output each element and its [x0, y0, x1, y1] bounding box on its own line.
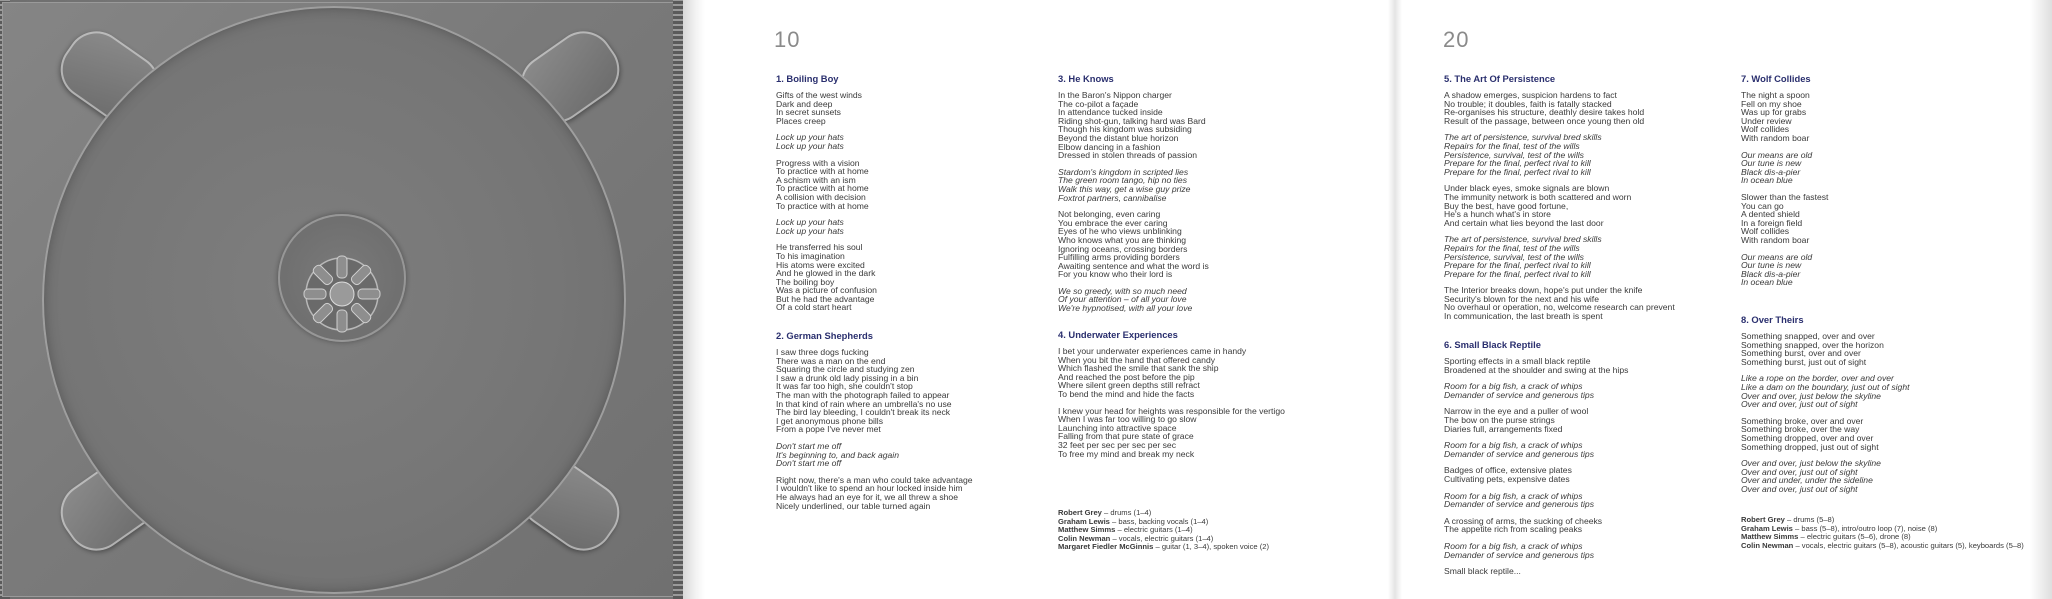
lyric-line: Something broke, over and over [1741, 415, 1864, 426]
lyric-line: Re-organises his structure, deathly desire takes hold [1444, 107, 1645, 118]
lyrics-block [1444, 74, 1675, 321]
lyric-line: With random boar [1741, 132, 1810, 143]
song-title: 3. He Knows [1058, 73, 1114, 84]
tray-right-edge [673, 0, 683, 599]
lyric-line: Of a cold start heart [776, 302, 852, 313]
lyric-line: I saw three dogs fucking [776, 347, 869, 357]
lyric-line: Elbow dancing in a fashion [1058, 141, 1161, 152]
lyrics-block [776, 331, 973, 510]
lyric-line: There was a man on the end [776, 355, 886, 366]
lyric-line: He's a hunch what's in store [1444, 209, 1551, 220]
chorus-line: Lock up your hats [776, 132, 844, 143]
lyric-line: The co-pilot a façade [1058, 98, 1139, 109]
lyric-line: The man with the photograph failed to appear [776, 389, 950, 400]
lyric-line: In that kind of rain where an umbrella's no use [776, 398, 952, 409]
chorus-line: Don't start me off [776, 440, 842, 451]
booklet-right-edge [2030, 0, 2052, 599]
musician-name: Matthew Simms [1058, 525, 1116, 535]
musician-role: – bass, backing vocals (1–4) [1109, 516, 1209, 526]
lyric-line: In secret sunsets [776, 107, 841, 118]
lyric-line: A collision with decision [776, 191, 866, 202]
lyric-line: Sporting effects in a small black reptile [1444, 356, 1591, 366]
chorus-line: Over and over, just out of sight [1741, 483, 1858, 494]
musician-role: – bass (5–8), intro/outro loop (7), noise (8) [1792, 523, 1938, 533]
musician-role: – electric guitars (5–6), drone (8) [1798, 532, 1911, 542]
cd-tray-panel [0, 0, 683, 599]
lyric-line: Security's blown for the next and his wife [1444, 293, 1599, 304]
chorus-line: Of your attention – of all your love [1058, 294, 1187, 305]
musician-name: Colin Newman [1741, 540, 1794, 550]
lyric-line: And he glowed in the dark [776, 268, 876, 279]
lyric-line: The appetite rich from scaling peaks [1444, 524, 1583, 535]
chorus-line: In ocean blue [1741, 277, 1793, 288]
chorus-line: Our means are old [1741, 149, 1813, 160]
musician-role: – drums (1–4) [1101, 508, 1152, 517]
lyric-line: Awaiting sentence and what the word is [1058, 260, 1209, 271]
lyric-line: Ignoring oceans, crossing borders [1058, 243, 1188, 254]
lyric-line: He always had an eye for it, we all threw a shoe [776, 491, 958, 502]
chorus-line: Stardom's kingdom in scripted lies [1058, 166, 1189, 177]
lyric-line: Dressed in stolen threads of passion [1058, 150, 1198, 161]
lyric-line: Progress with a vision [776, 157, 860, 168]
lyric-line: Something snapped, over the horizon [1741, 339, 1884, 350]
lyric-line: I saw a drunk old lady pissing in a bin [776, 372, 919, 383]
musician-name: Robert Grey [1058, 508, 1102, 517]
lyric-line: A shadow emerges, suspicion hardens to fact [1444, 90, 1617, 100]
lyric-line: The boiling boy [776, 276, 835, 287]
song-title: 6. Small Black Reptile [1444, 339, 1541, 350]
chorus-line: Over and over, just out of sight [1741, 466, 1858, 477]
lyric-line: For you know who their lord is [1058, 269, 1173, 280]
lyric-line: To practice with at home [776, 183, 869, 194]
lyric-line: No overhaul or operation, no, welcome research can prevent [1444, 302, 1675, 313]
lyric-line: And reached the post before the pip [1058, 371, 1195, 382]
lyric-line: Launching into attractive space [1058, 422, 1177, 433]
chorus-line: Demander of service and generous tips [1444, 448, 1594, 459]
lyric-line: His atoms were excited [776, 259, 865, 270]
lyric-line: Gifts of the west winds [776, 90, 862, 100]
song-title: 5. The Art Of Persistence [1444, 73, 1556, 84]
lyric-line: Diaries full, arrangements fixed [1444, 423, 1563, 434]
song-title: 7. Wolf Collides [1741, 73, 1811, 84]
lyric-line: But he had the advantage [776, 293, 875, 304]
musician-role: – drums (5–8) [1784, 515, 1835, 524]
chorus-line: Walk this way, get a wise guy prize [1058, 183, 1191, 194]
chorus-line: Over and over, just below the skyline [1741, 458, 1881, 469]
lyric-line: The bow on the purse strings [1444, 414, 1555, 425]
lyric-line: Though his kingdom was subsiding [1058, 124, 1192, 135]
lyric-line: The immunity network is both scattered and worn [1444, 191, 1632, 202]
lyric-line: Was a picture of confusion [776, 285, 877, 296]
chorus-line: Persistence, survival, test of the wills [1444, 251, 1584, 262]
chorus-line: Room for a big fish, a crack of whips [1444, 440, 1583, 451]
chorus-line: Our tune is new [1741, 158, 1802, 169]
musician-role: – vocals, electric guitars (5–8), acoustic guitars (5), keyboards (5–8) [1793, 540, 2024, 550]
chorus-line: Prepare for the final, perfect rival to kill [1444, 268, 1591, 279]
lyric-line: A dented shield [1741, 209, 1800, 220]
lyric-line: Who knows what you are thinking [1058, 234, 1187, 245]
lyric-line: Wolf collides [1741, 124, 1790, 135]
chorus-line: Like a dam on the boundary, just out of sight [1741, 381, 1910, 392]
lyric-line: Something snapped, over and over [1741, 331, 1875, 341]
lyric-line: Under black eyes, smoke signals are blown [1444, 183, 1610, 194]
chorus-line: Room for a big fish, a crack of whips [1444, 490, 1583, 501]
lyric-line: Badges of office, extensive plates [1444, 465, 1572, 476]
lyric-line: Something broke, over the way [1741, 424, 1860, 435]
lyric-line: Small black reptile... [1444, 566, 1521, 577]
chorus-line: Demander of service and generous tips [1444, 389, 1594, 400]
disc-hub-icon[interactable] [292, 244, 392, 344]
lyric-line: No trouble; it doubles, faith is fatally stacked [1444, 98, 1612, 109]
chorus-line: Room for a big fish, a crack of whips [1444, 540, 1583, 551]
lyric-line: Fell on my shoe [1741, 98, 1802, 109]
lyric-line: In communication, the last breath is spent [1444, 311, 1603, 322]
chorus-line: Repairs for the final, test of the wills [1444, 140, 1580, 151]
credits-block [1058, 509, 1269, 552]
lyrics-block [1741, 315, 1909, 494]
lyric-line: A schism with an ism [776, 174, 856, 185]
lyric-line: Cultivating pets, expensive dates [1444, 473, 1570, 484]
lyric-line: 32 feet per sec per sec per sec [1058, 439, 1176, 450]
chorus-line: Over and over, just out of sight [1741, 399, 1858, 410]
chorus-line: It's beginning to, and back again [776, 449, 899, 460]
musician-name: Margaret Fiedler McGinnis [1058, 542, 1154, 552]
lyric-line: The bird lay bleeding, I couldn't break its neck [776, 407, 951, 418]
lyric-line: You can go [1741, 200, 1784, 211]
chorus-line: Our means are old [1741, 251, 1813, 262]
musician-role: – electric guitars (1–4) [1115, 525, 1193, 535]
chorus-line: Lock up your hats [776, 217, 844, 228]
chorus-line: The green room tango, hip no ties [1058, 175, 1187, 186]
lyric-line: I bet your underwater experiences came in handy [1058, 346, 1247, 356]
credit-line [1058, 543, 1269, 552]
lyric-line: In the Baron's Nippon charger [1058, 90, 1172, 100]
lyric-line: When you bit the hand that offered candy [1058, 354, 1216, 365]
lyric-line: Nicely underlined, our table turned again [776, 500, 931, 511]
chorus-line: The art of persistence, survival bred skills [1444, 234, 1602, 245]
lyric-line: In a foreign field [1741, 217, 1803, 228]
lyric-line: Which flashed the smile that sank the ship [1058, 363, 1219, 374]
lyric-line: To free my mind and break my neck [1058, 448, 1195, 459]
lyric-line: With random boar [1741, 234, 1810, 245]
chorus-line: Black dis-a-pier [1741, 268, 1801, 279]
chorus-line: Lock up your hats [776, 140, 844, 151]
musician-role: – vocals, electric guitars (1–4) [1110, 533, 1214, 543]
lyric-line: Not belonging, even caring [1058, 209, 1161, 220]
chorus-line: Over and under, under the sideline [1741, 475, 1873, 486]
chorus-line: Room for a big fish, a crack of whips [1444, 381, 1583, 392]
lyric-line: To practice with at home [776, 166, 869, 177]
lyrics-block [1058, 74, 1209, 313]
page-number: 20 [1443, 27, 1470, 52]
chorus-line: Black dis-a-pier [1741, 166, 1801, 177]
chorus-line: Demander of service and generous tips [1444, 549, 1594, 560]
lyrics-block [1058, 330, 1285, 458]
lyric-line: Something dropped, over and over [1741, 432, 1874, 443]
lyric-line: Places creep [776, 115, 826, 126]
chorus-line: We so greedy, with so much need [1058, 285, 1187, 296]
lyric-line: Where silent green depths still refract [1058, 380, 1200, 391]
booklet-gutter [683, 0, 705, 599]
chorus-line: Prepare for the final, perfect rival to kill [1444, 158, 1591, 169]
lyric-line: Something dropped, just out of sight [1741, 441, 1879, 452]
lyric-line: Broadened at the shoulder and swing at the hips [1444, 364, 1629, 375]
lyric-line: A crossing of arms, the sucking of cheeks [1444, 515, 1603, 526]
chorus-line: The art of persistence, survival bred skills [1444, 132, 1602, 143]
lyrics-block [1741, 74, 1828, 287]
chorus-line: Persistence, survival, test of the wills [1444, 149, 1584, 160]
chorus-line: Prepare for the final, perfect rival to kill [1444, 260, 1591, 271]
lyric-line: To his imagination [776, 250, 845, 261]
lyric-line: Falling from that pure state of grace [1058, 431, 1194, 442]
booklet-fold [1388, 0, 1402, 599]
chorus-line: We're hypnotised, with all your love [1058, 303, 1193, 314]
credits-block [1741, 516, 2024, 550]
lyric-line: Buy the best, have good fortune, [1444, 200, 1569, 211]
chorus-line: Prepare for the final, perfect rival to kill [1444, 166, 1591, 177]
lyric-line: Beyond the distant blue horizon [1058, 132, 1179, 143]
musician-name: Graham Lewis [1741, 523, 1793, 533]
chorus-line: Repairs for the final, test of the wills [1444, 242, 1580, 253]
chorus-line: In ocean blue [1741, 175, 1793, 186]
lyric-line: Under review [1741, 115, 1792, 126]
lyric-line: Dark and deep [776, 98, 833, 109]
lyric-line: And certain what lies beyond the last door [1444, 217, 1604, 228]
lyric-line: When I was far too willing to go slow [1058, 414, 1197, 425]
musician-name: Robert Grey [1741, 515, 1785, 524]
musician-name: Matthew Simms [1741, 532, 1799, 542]
lyric-line: In attendance tucked inside [1058, 107, 1163, 118]
lyric-line: Slower than the fastest [1741, 191, 1829, 202]
chorus-line: Foxtrot partners, cannibalise [1058, 192, 1167, 203]
lyric-line: Was up for grabs [1741, 107, 1807, 118]
lyric-line: I wouldn't like to spend an hour locked inside him [776, 483, 963, 494]
musician-name: Colin Newman [1058, 533, 1111, 543]
page-number: 10 [774, 27, 801, 52]
lyric-line: Wolf collides [1741, 226, 1790, 237]
credit-line [1741, 542, 2024, 551]
song-title: 1. Boiling Boy [776, 73, 839, 84]
lyric-line: Narrow in the eye and a puller of wool [1444, 406, 1589, 417]
musician-name: Graham Lewis [1058, 516, 1110, 526]
lyric-line: The Interior breaks down, hope's put under the knife [1444, 285, 1643, 296]
lyric-line: To practice with at home [776, 200, 869, 211]
chorus-line: Our tune is new [1741, 260, 1802, 271]
song-title: 4. Underwater Experiences [1058, 329, 1178, 340]
lyric-line: You embrace the ever caring [1058, 217, 1168, 228]
lyric-line: Fulfilling arms providing borders [1058, 252, 1180, 263]
song-title: 8. Over Theirs [1741, 314, 1804, 325]
lyric-line: From a pope I've never met [776, 424, 881, 435]
lyric-line: Riding shot-gun, talking hard was Bard [1058, 115, 1206, 126]
lyric-line: Squaring the circle and studying zen [776, 364, 915, 375]
lyric-line: Something burst, over and over [1741, 348, 1861, 359]
musician-role: – guitar (1, 3–4), spoken voice (2) [1153, 542, 1270, 552]
lyric-line: He transferred his soul [776, 242, 863, 253]
lyrics-block [776, 74, 877, 312]
song-title: 2. German Shepherds [776, 330, 873, 341]
lyric-line: Result of the passage, between once young then old [1444, 115, 1645, 126]
chorus-line: Demander of service and generous tips [1444, 499, 1594, 510]
lyric-line: I knew your head for heights was responsible for the vertigo [1058, 405, 1285, 416]
lyric-line: Eyes of he who views unblinking [1058, 226, 1182, 237]
chorus-line: Don't start me off [776, 458, 842, 469]
lyrics-block [1444, 340, 1628, 576]
lyric-line: The night a spoon [1741, 90, 1810, 100]
lyric-line: To bend the mind and hide the facts [1058, 388, 1195, 399]
chorus-line: Like a rope on the border, over and over [1741, 373, 1894, 384]
lyric-line: Right now, there's a man who could take advantage [776, 474, 973, 485]
chorus-line: Over and over, just below the skyline [1741, 390, 1881, 401]
lyric-line: Something burst, just out of sight [1741, 356, 1867, 367]
chorus-line: Lock up your hats [776, 225, 844, 236]
lyric-line: I get anonymous phone bills [776, 415, 884, 426]
lyric-line: It was far too high, she couldn't stop [776, 381, 913, 392]
